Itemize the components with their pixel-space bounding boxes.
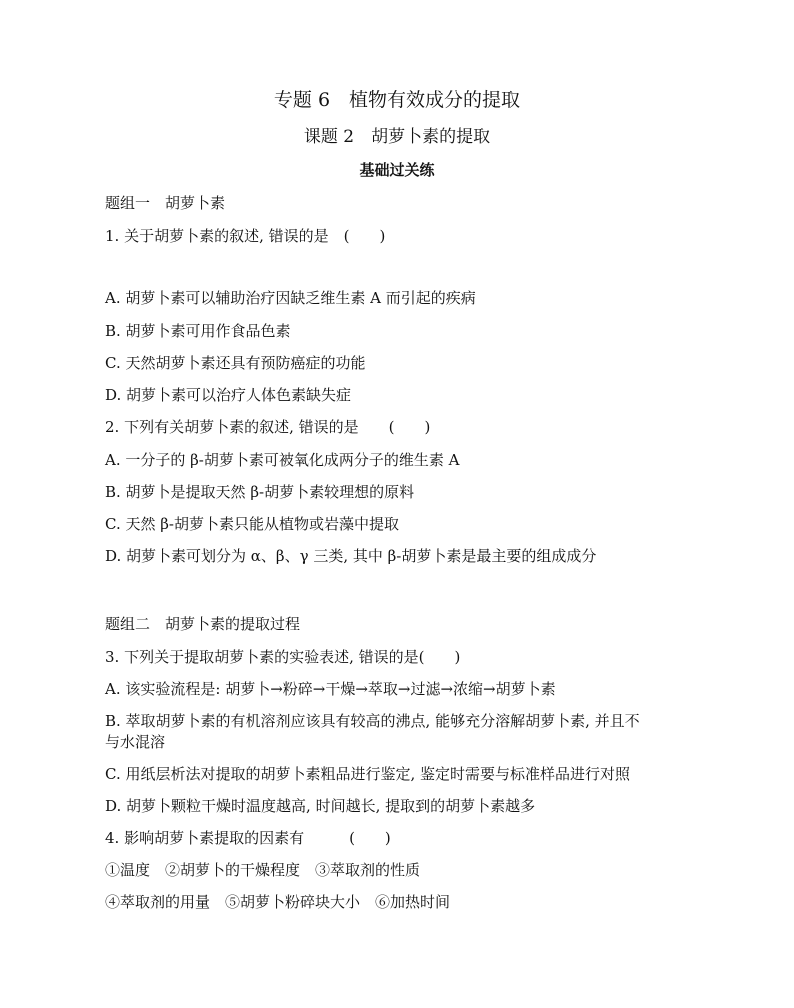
question-4-choices-line-1: ①温度 ②胡萝卜的干燥程度 ③萃取剂的性质 bbox=[105, 861, 421, 879]
group-heading-1: 题组一 胡萝卜素 bbox=[105, 194, 226, 212]
document-title: 专题 6 植物有效成分的提取 bbox=[273, 89, 521, 111]
question-2-option-b: B. 胡萝卜是提取天然 β-胡萝卜素较理想的原料 bbox=[105, 483, 415, 501]
question-2-option-c: C. 天然 β-胡萝卜素只能从植物或岩藻中提取 bbox=[105, 515, 399, 533]
question-1-option-d: D. 胡萝卜素可以治疗人体色素缺失症 bbox=[105, 386, 352, 404]
question-1-option-b: B. 胡萝卜素可用作食品色素 bbox=[105, 322, 291, 340]
question-3-option-a: A. 该实验流程是: 胡萝卜→粉碎→干燥→萃取→过滤→浓缩→胡萝卜素 bbox=[105, 680, 556, 698]
question-1-option-a: A. 胡萝卜素可以辅助治疗因缺乏维生素 A 而引起的疾病 bbox=[105, 289, 476, 307]
document-subtitle: 课题 2 胡萝卜素的提取 bbox=[303, 127, 491, 147]
question-3-stem: 3. 下列关于提取胡萝卜素的实验表述, 错误的是( ) bbox=[105, 648, 461, 666]
section-heading: 基础过关练 bbox=[359, 161, 435, 179]
question-3-option-b-cont: 与水混溶 bbox=[105, 733, 166, 751]
question-1-option-c: C. 天然胡萝卜素还具有预防癌症的功能 bbox=[105, 354, 366, 372]
question-3-option-b: B. 萃取胡萝卜素的有机溶剂应该具有较高的沸点, 能够充分溶解胡萝卜素, 并且不 bbox=[105, 712, 640, 730]
question-1-stem: 1. 关于胡萝卜素的叙述, 错误的是 ( ) bbox=[105, 227, 386, 245]
question-4-choices-line-2: ④萃取剂的用量 ⑤胡萝卜粉碎块大小 ⑥加热时间 bbox=[105, 893, 451, 911]
question-4-stem: 4. 影响胡萝卜素提取的因素有 ( ) bbox=[105, 829, 391, 847]
question-2-stem: 2. 下列有关胡萝卜素的叙述, 错误的是 ( ) bbox=[105, 418, 431, 436]
question-2-option-d: D. 胡萝卜素可划分为 α、β、γ 三类, 其中 β-胡萝卜素是最主要的组成成分 bbox=[105, 547, 597, 565]
question-3-option-d: D. 胡萝卜颗粒干燥时温度越高, 时间越长, 提取到的胡萝卜素越多 bbox=[105, 797, 536, 815]
group-heading-2: 题组二 胡萝卜素的提取过程 bbox=[105, 615, 301, 633]
question-3-option-c: C. 用纸层析法对提取的胡萝卜素粗品进行鉴定, 鉴定时需要与标准样品进行对照 bbox=[105, 765, 631, 783]
question-2-option-a: A. 一分子的 β-胡萝卜素可被氧化成两分子的维生素 A bbox=[105, 451, 460, 469]
